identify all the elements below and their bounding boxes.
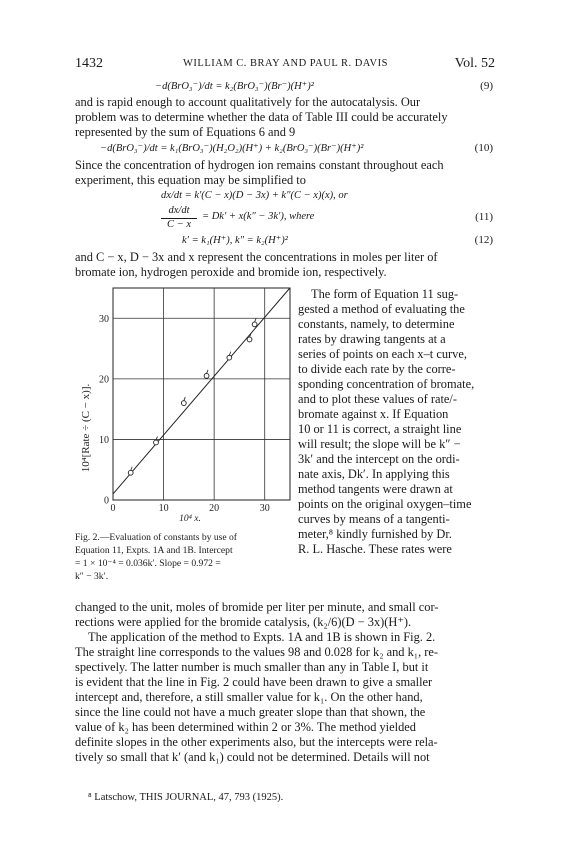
right-column-line: gested a method of evaluating the [298,302,465,316]
chart-grid [113,288,290,500]
x-tick-label: 20 [209,503,220,514]
equation-10: −d(BrO₃⁻)/dt = k₁(BrO₃⁻)(H₂O₂)(H⁺) + k₂(BrO₃⁻)(Br⁻)(H⁺)² [100,143,364,154]
data-point-tick [131,467,133,471]
right-column-line: constants, namely, to determine [298,317,455,331]
x-axis-label: 10⁴ x. [179,514,201,524]
figure-caption-line: = 1 × 10⁻⁴ = 0.036k′. Slope = 0.972 = [75,558,221,569]
y-tick-label: 0 [104,495,109,507]
text-line: The application of the method to Expts. 1A and 1B is shown in Fig. 2. [88,630,436,644]
right-column-line: The form of Equation 11 sug- [311,287,459,301]
data-point-marker [128,470,133,475]
page-number: 1432 [75,56,103,71]
figure-caption-line: Equation 11, Expts. 1A and 1B. Intercept [75,545,233,556]
right-column-line: rates by drawing tangents at a [298,332,446,346]
data-point-marker [154,440,159,445]
equation-11-number: (11) [475,211,493,223]
data-point-marker [247,337,252,342]
text-line: spectively. The latter number is much smaller than any in Table I, but it [75,660,429,674]
text-line: and C − x, D − 3x and x represent the concentrations in moles per liter of [75,250,438,264]
equation-10-number: (10) [474,142,493,154]
x-tick-label: 30 [259,503,270,514]
text-line: changed to the unit, moles of bromide per liter per minute, and small cor- [75,600,439,614]
right-column-line: nate axis, Dk′. In applying this [298,467,450,481]
right-column-line: will result; the slope will be k″ − [298,437,461,451]
right-column-line: points on the original oxygen–time [298,497,472,511]
right-column-line: 10 or 11 is correct, a straight line [298,422,462,436]
data-point-marker [252,322,257,327]
right-column-line: meter,⁸ kindly furnished by Dr. [298,527,452,541]
data-point-tick [184,397,186,401]
y-tick-label: 10 [99,434,109,446]
text-line: definite slopes in the other experiments also, but the intercepts were rela- [75,735,438,749]
right-column-line: and to plot these values of rate/- [298,392,457,406]
right-column-line: to divide each rate by the corre- [298,362,456,376]
right-column-line: series of points on each x–t curve, [298,347,467,361]
data-point-tick [207,370,209,374]
figure-2-chart [75,280,297,530]
text-line: represented by the sum of Equations 6 and 9 [75,125,296,139]
equation-11-rhs: = Dk′ + x(k″ − 3k′), where [202,211,315,222]
equation-9: −d(BrO₃⁻)/dt = k₂(BrO₃⁻)(Br⁻)(H⁺)² [155,81,314,92]
equation-9-number: (9) [480,80,493,92]
volume-label: Vol. 52 [454,56,495,71]
y-tick-label: 30 [99,313,109,325]
data-point-marker [181,401,186,406]
data-points [128,318,257,475]
fit-line [113,288,290,494]
data-point-marker [227,355,232,360]
text-line: and is rapid enough to account qualitatively for the autocatalysis. Our [75,95,421,109]
data-point-tick [229,352,231,356]
y-tick-label: 20 [99,374,109,386]
text-line: experiment, this equation may be simplified to [75,173,306,187]
equation-11-numerator: dx/dt [168,205,190,216]
data-point [204,370,209,378]
footnote: ⁸ Latschow, THIS JOURNAL, 47, 793 (1925). [88,792,284,803]
equation-12: k′ = k₁(H⁺), k″ = k₂(H⁺)² [182,235,288,246]
text-line: rections were applied for the bromide catalysis, (k₂/6)(D − 3x)(H⁺). [75,615,412,629]
right-column-line: R. L. Hasche. These rates were [298,542,452,556]
text-line: value of k₂ has been determined within 2 or 3%. The method yielded [75,720,416,734]
running-head-authors: WILLIAM C. BRAY AND PAUL R. DAVIS [183,58,388,69]
chart-tick-labels [99,314,270,514]
plot-frame [113,288,290,500]
right-column-line: 3k′ and the intercept on the ordi- [298,452,460,466]
text-line: since the line could not have a much greater slope than that shown, the [75,705,426,719]
text-line: The straight line corresponds to the values 98 and 0.028 for k₂ and k₁, re- [75,645,439,659]
figure-caption-line: k″ − 3k′. [75,571,109,582]
text-line: is evident that the line in Fig. 2 could have been drawn to give a smaller [75,675,433,689]
right-column-line: curves by means of a tangenti- [298,512,450,526]
x-tick-label: 0 [110,503,116,514]
data-point [128,467,133,475]
data-point-marker [204,373,209,378]
right-column-line: sponding concentration of bromate, [298,377,475,391]
data-point-tick [255,318,257,322]
text-line: problem was to determine whether the data of Table III could be accurately [75,110,448,124]
data-point [227,352,232,360]
data-point [154,436,159,444]
x-tick-label: 10 [158,503,169,514]
equation-11-denominator: C − x [167,219,191,230]
text-line: Since the concentration of hydrogen ion remains constant throughout each [75,158,444,172]
equation-12-number: (12) [474,234,493,246]
data-point [252,318,257,326]
figure-caption-line: Fig. 2.—Evaluation of constants by use of [75,532,238,543]
text-line: bromate ion, hydrogen peroxide and bromide ion, respectively. [75,265,387,279]
data-point [181,397,186,405]
equation-11-first: dx/dt = k′(C − x)(D − 3x) + k″(C − x)(x), or [161,190,348,201]
right-column-line: bromate against x. If Equation [298,407,449,421]
text-line: intercept and, therefore, a still smaller value for k₁. On the other hand, [75,690,423,704]
y-axis-label: 10⁴[Rate ÷ (C − x)]. [80,383,92,473]
text-line: tively so small that k′ (and k₁) could not be determined. Details will not [75,750,430,764]
right-column-line: method tangents were drawn at [298,482,453,496]
